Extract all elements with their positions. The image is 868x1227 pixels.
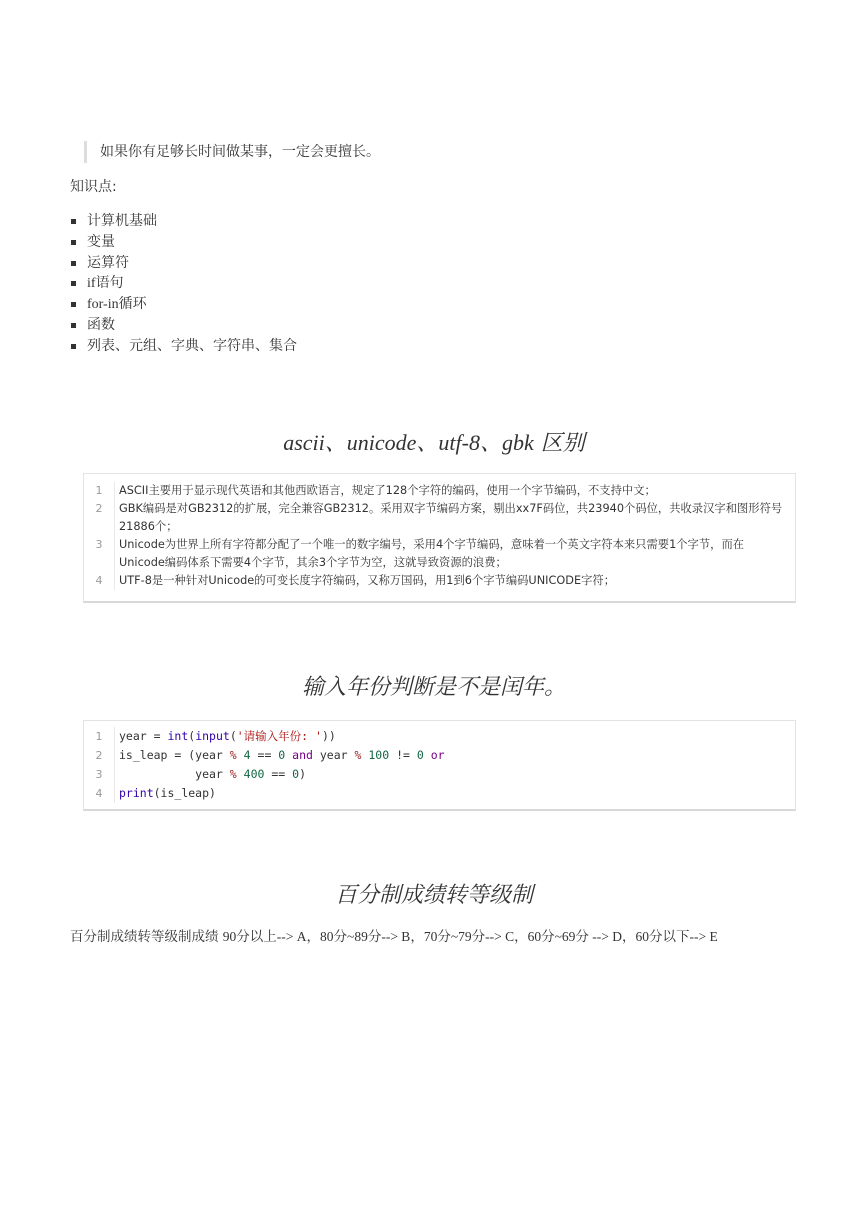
code-line <box>84 727 795 746</box>
code-text: GBK编码是对GB2312的扩展，完全兼容GB2312。采用双字节编码方案，剔出xx7F码位，共23940个码位，共收录汉字和图形符号21886个； <box>119 502 783 533</box>
code-line <box>84 746 795 765</box>
code-text: year = int(input('请输入年份: ')) <box>119 729 336 743</box>
list-item: 函数 <box>70 315 297 336</box>
blockquote <box>84 141 380 163</box>
code-text: UTF-8是一种针对Unicode的可变长度字符编码，又称万国码，用1到6个字节编码UNICODE字符； <box>119 574 615 587</box>
topic-list <box>70 211 297 357</box>
line-number: 2 <box>84 500 115 536</box>
grade-description: 百分制成绩转等级制成绩 90分以上--> A，80分~89分--> B，70分~79分--> C，60分~69分 --> D，60分以下--> E <box>70 929 718 945</box>
list-item: if语句 <box>70 273 297 294</box>
code-block-leap-year <box>83 720 796 811</box>
list-item: 运算符 <box>70 253 297 274</box>
quote-text: 如果你有足够长时间做某事，一定会更擅长。 <box>100 144 380 160</box>
code-text: print(is_leap) <box>119 786 216 800</box>
code-text: is_leap = (year % 4 == 0 and year % 100 != 0 or <box>119 748 445 762</box>
line-number: 3 <box>84 765 115 784</box>
line-number: 1 <box>84 482 115 500</box>
heading-grade: 百分制成绩转等级制 <box>334 883 533 908</box>
list-item: 变量 <box>70 232 297 253</box>
code-block-encoding <box>83 473 796 603</box>
heading-encoding: ascii、unicode、utf-8、gbk 区别 <box>283 430 585 456</box>
knowledge-points-label: 知识点: <box>70 179 117 195</box>
line-number: 4 <box>84 784 115 803</box>
code-line <box>84 482 795 500</box>
list-item: 计算机基础 <box>70 211 297 232</box>
code-line <box>84 765 795 784</box>
code-text: ASCII主要用于显示现代英语和其他西欧语言，规定了128个字符的编码，使用一个字节编码，不支持中文； <box>119 484 656 497</box>
list-item: 列表、元组、字典、字符串、集合 <box>70 336 297 357</box>
heading-leap-year: 输入年份判断是不是闰年。 <box>301 675 566 700</box>
code-line <box>84 784 795 803</box>
code-text: year % 400 == 0) <box>119 767 307 781</box>
line-number: 3 <box>84 536 115 572</box>
list-item: for-in循环 <box>70 294 297 315</box>
line-number: 2 <box>84 746 115 765</box>
code-line <box>84 572 795 590</box>
code-line <box>84 500 795 536</box>
line-number: 1 <box>84 727 115 746</box>
code-line <box>84 536 795 572</box>
code-text: Unicode为世界上所有字符都分配了一个唯一的数字编号，采用4个字节编码，意味着一个英文字符本来只需要1个字节，而在Unicode编码体系下需要4个字节，其余3个字节为空，这就导致资源的浪费； <box>119 538 745 569</box>
line-number: 4 <box>84 572 115 590</box>
